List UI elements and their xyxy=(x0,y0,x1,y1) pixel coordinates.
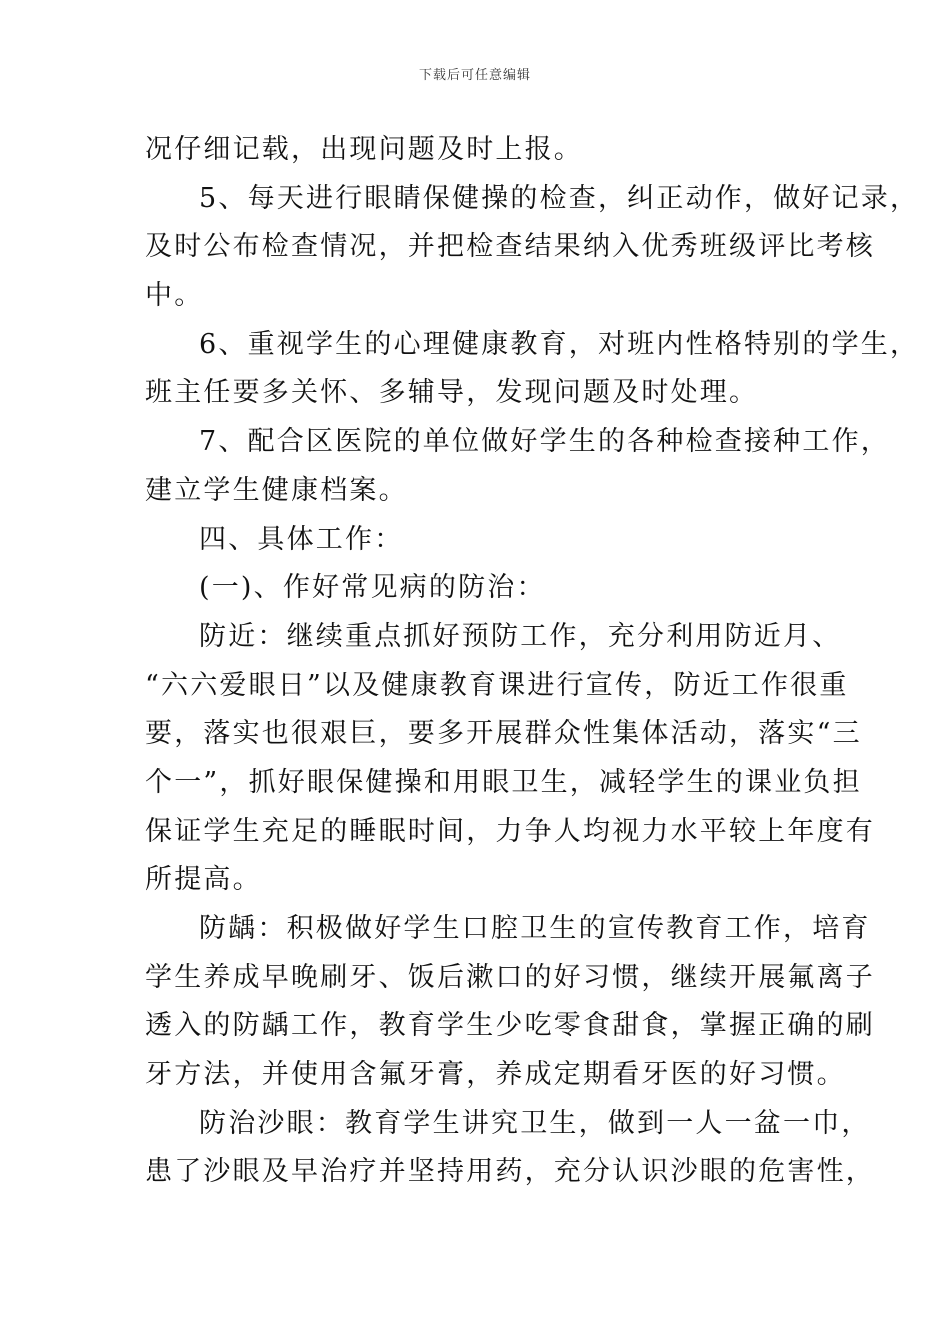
section-heading: 四、具体工作： xyxy=(199,523,404,555)
body-line: 况仔细记载，出现问题及时上报。 xyxy=(145,134,583,165)
body-line: 中。 xyxy=(145,280,204,312)
body-line: 建立学生健康档案。 xyxy=(145,474,408,506)
body-line: 学生养成早晚刷牙、饭后漱口的好习惯，继续开展氟离子 xyxy=(145,961,875,993)
body-line: 及时公布检查情况，并把检查结果纳入优秀班级评比考核 xyxy=(145,231,875,263)
document-body xyxy=(145,126,920,1197)
body-line: 防近：继续重点抓好预防工作，充分利用防近月、 xyxy=(199,620,842,652)
body-line: 班主任要多关怀、多辅导，发现问题及时处理。 xyxy=(145,377,759,409)
body-line: 要，落实也很艰巨，要多开展群众性集体活动，落实“三 xyxy=(145,718,862,750)
body-line: 保证学生充足的睡眠时间，力争人均视力水平较上年度有 xyxy=(145,815,875,847)
body-line: 个一”，抓好眼保健操和用眼卫生，减轻学生的课业负担 xyxy=(145,766,862,798)
body-line: 牙方法，并使用含氟牙膏，养成定期看牙医的好习惯。 xyxy=(145,1059,846,1091)
page-header-note: 下载后可任意编辑 xyxy=(418,68,531,83)
body-line: 7、配合区医院的单位做好学生的各种检查接种工作， xyxy=(199,426,890,458)
body-line: “六六爱眼日”以及健康教育课进行宣传，防近工作很重 xyxy=(145,669,849,701)
body-line: 防治沙眼：教育学生讲究卫生，做到一人一盆一巾， xyxy=(199,1107,871,1139)
body-line: 所提高。 xyxy=(145,864,262,896)
body-line: 患了沙眼及早治疗并坚持用药，充分认识沙眼的危害性， xyxy=(145,1156,875,1188)
body-line: 透入的防龋工作，教育学生少吃零食甜食，掌握正确的刷 xyxy=(145,1010,875,1042)
body-line: 5、每天进行眼睛保健操的检查，纠正动作，做好记录， xyxy=(199,182,920,214)
body-line: 防龋：积极做好学生口腔卫生的宣传教育工作，培育 xyxy=(199,913,871,944)
subsection-heading: (一)、作好常见病的防治： xyxy=(199,572,546,604)
body-line: 6、重视学生的心理健康教育，对班内性格特别的学生， xyxy=(199,328,920,360)
